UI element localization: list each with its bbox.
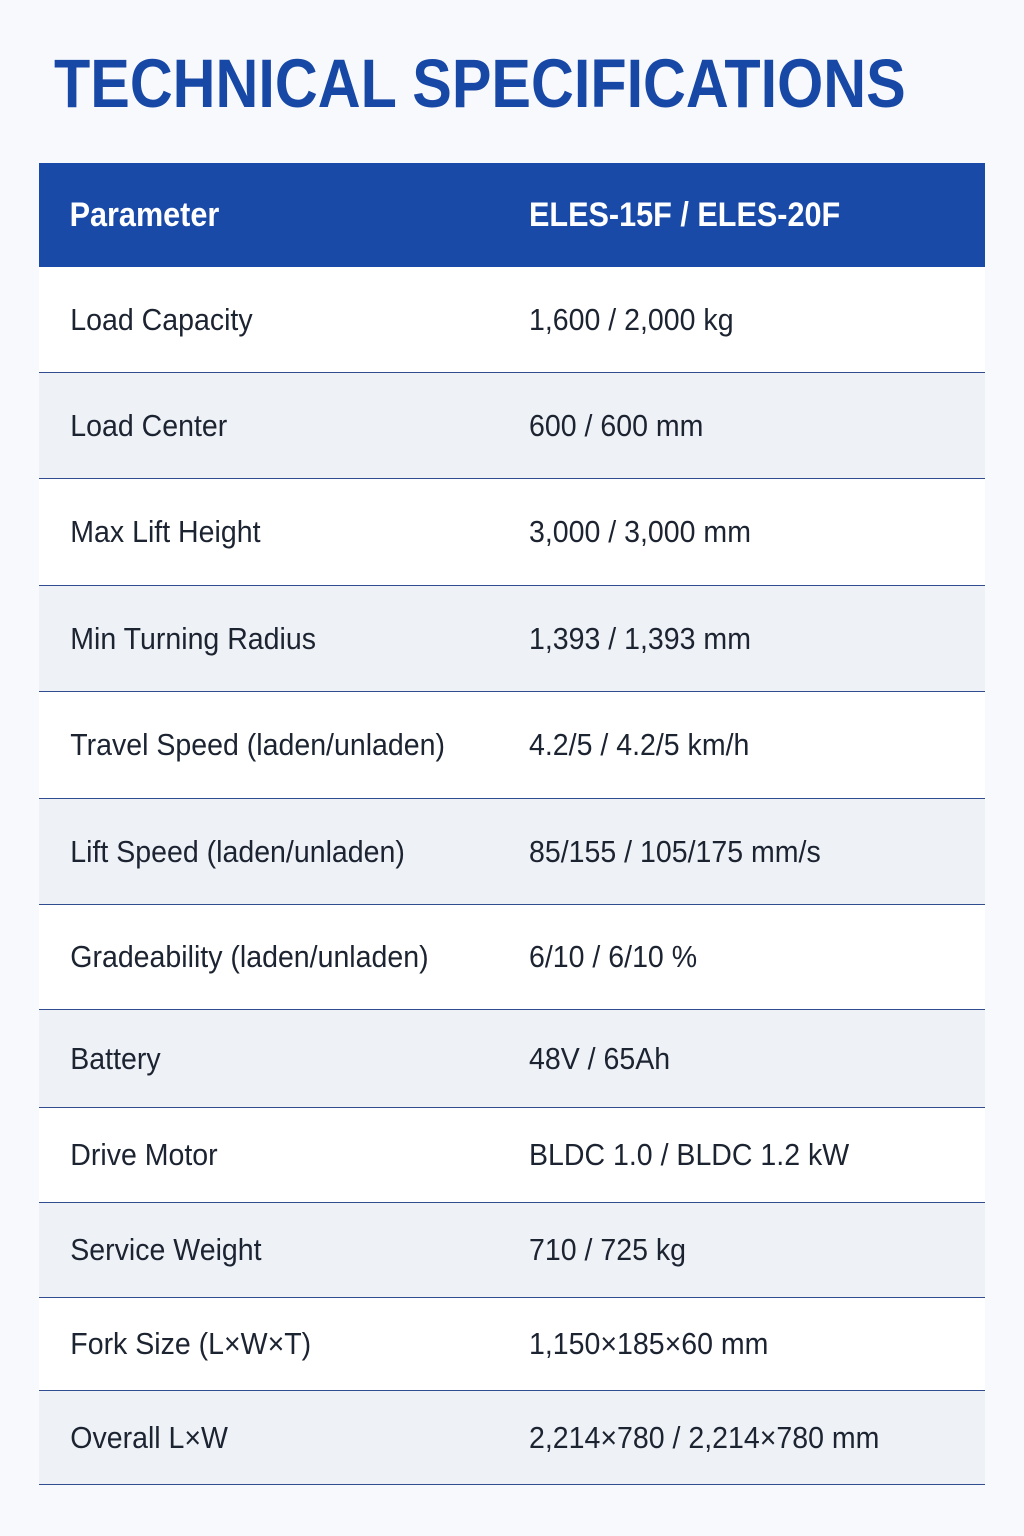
- table-row: [39, 1203, 985, 1298]
- row-value: 6/10 / 6/10 %: [529, 939, 698, 974]
- table-row: [39, 1010, 985, 1108]
- table-row: [39, 1108, 985, 1203]
- row-parameter: Min Turning Radius: [70, 620, 316, 656]
- row-parameter: Lift Speed (laden/unladen): [70, 833, 405, 869]
- row-value: 600 / 600 mm: [529, 407, 704, 443]
- row-value: 48V / 65Ah: [529, 1040, 671, 1076]
- row-parameter: Max Lift Height: [70, 514, 261, 549]
- header-model: ELES-15F / ELES-20F: [529, 195, 841, 234]
- row-parameter: Battery: [70, 1040, 161, 1076]
- table-row: [39, 267, 985, 373]
- table-header: [39, 163, 985, 267]
- table-row: [39, 1391, 985, 1485]
- row-parameter: Gradeability (laden/unladen): [70, 939, 429, 974]
- row-value: 1,393 / 1,393 mm: [529, 620, 751, 656]
- row-parameter: Load Center: [70, 407, 228, 443]
- row-value: 710 / 725 kg: [529, 1232, 686, 1267]
- row-value: 1,600 / 2,000 kg: [529, 301, 734, 337]
- table-row: [39, 373, 985, 479]
- table-row: [39, 1298, 985, 1391]
- row-parameter: Overall L×W: [70, 1419, 228, 1455]
- table-row: [39, 692, 985, 799]
- row-parameter: Fork Size (L×W×T): [70, 1326, 312, 1361]
- table-row: [39, 586, 985, 692]
- row-parameter: Service Weight: [70, 1232, 262, 1267]
- spec-table: [39, 163, 985, 1485]
- row-value: BLDC 1.0 / BLDC 1.2 kW: [529, 1137, 850, 1172]
- row-value: 3,000 / 3,000 mm: [529, 514, 751, 549]
- row-value: 2,214×780 / 2,214×780 mm: [529, 1419, 880, 1455]
- row-parameter: Load Capacity: [70, 301, 253, 337]
- row-parameter: Travel Speed (laden/unladen): [70, 727, 445, 762]
- table-row: [39, 905, 985, 1010]
- row-value: 4.2/5 / 4.2/5 km/h: [529, 727, 750, 762]
- row-value: 1,150×185×60 mm: [529, 1326, 769, 1361]
- table-row: [39, 479, 985, 586]
- row-parameter: Drive Motor: [70, 1137, 218, 1172]
- page-title: TECHNICAL SPECIFICATIONS: [54, 45, 906, 122]
- row-value: 85/155 / 105/175 mm/s: [529, 833, 821, 869]
- header-parameter: Parameter: [69, 195, 220, 234]
- table-row: [39, 799, 985, 905]
